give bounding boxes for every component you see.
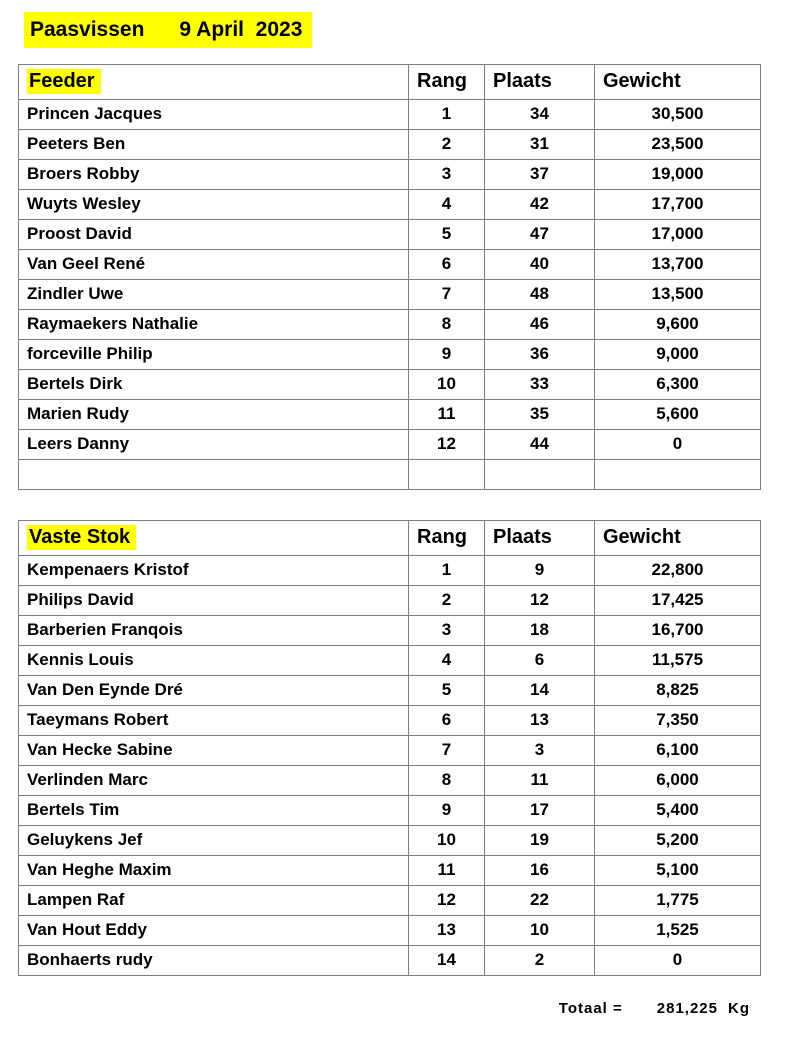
rang-cell: 12 (409, 885, 485, 915)
rang-cell: 14 (409, 945, 485, 975)
gewicht-cell: 17,000 (595, 219, 761, 249)
rang-cell: 11 (409, 399, 485, 429)
angler-name-cell: Raymaekers Nathalie (19, 309, 409, 339)
table-row (19, 915, 761, 945)
feeder-table-spacer (19, 459, 761, 489)
column-header-rang: Rang (409, 520, 485, 555)
table-row (19, 615, 761, 645)
gewicht-cell: 8,825 (595, 675, 761, 705)
table-row (19, 765, 761, 795)
vaste-stok-section-header (19, 520, 409, 555)
angler-name-cell: Lampen Raf (19, 885, 409, 915)
table-row (19, 645, 761, 675)
feeder-section-title: Feeder (27, 69, 101, 94)
rang-cell: 12 (409, 429, 485, 459)
angler-name-cell: Van Geel René (19, 249, 409, 279)
table-row (19, 309, 761, 339)
gewicht-cell: 5,200 (595, 825, 761, 855)
vaste-stok-table (18, 520, 761, 976)
table-row (19, 585, 761, 615)
rang-cell: 10 (409, 825, 485, 855)
empty-cell (485, 459, 595, 489)
rang-cell: 8 (409, 765, 485, 795)
rang-cell: 13 (409, 915, 485, 945)
rang-cell: 1 (409, 555, 485, 585)
plaats-cell: 13 (485, 705, 595, 735)
angler-name-cell: Bertels Dirk (19, 369, 409, 399)
plaats-cell: 16 (485, 855, 595, 885)
empty-cell (595, 459, 761, 489)
column-header-plaats: Plaats (485, 520, 595, 555)
angler-name-cell: Van Hecke Sabine (19, 735, 409, 765)
table-row (19, 99, 761, 129)
plaats-cell: 19 (485, 825, 595, 855)
angler-name-cell: Taeymans Robert (19, 705, 409, 735)
angler-name-cell: Broers Robby (19, 159, 409, 189)
gewicht-cell: 7,350 (595, 705, 761, 735)
plaats-cell: 3 (485, 735, 595, 765)
footer-total (18, 1000, 760, 1017)
angler-name-cell: Leers Danny (19, 429, 409, 459)
plaats-cell: 2 (485, 945, 595, 975)
table-row (19, 279, 761, 309)
plaats-cell: 10 (485, 915, 595, 945)
plaats-cell: 44 (485, 429, 595, 459)
plaats-cell: 6 (485, 645, 595, 675)
gewicht-cell: 6,100 (595, 735, 761, 765)
gewicht-cell: 0 (595, 429, 761, 459)
column-header-rang: Rang (409, 64, 485, 99)
rang-cell: 3 (409, 159, 485, 189)
gewicht-cell: 0 (595, 945, 761, 975)
rang-cell: 7 (409, 735, 485, 765)
column-header-gewicht: Gewicht (595, 520, 761, 555)
table-row (19, 339, 761, 369)
rang-cell: 6 (409, 249, 485, 279)
vaste-stok-table-body (19, 555, 761, 975)
gewicht-cell: 17,700 (595, 189, 761, 219)
angler-name-cell: Peeters Ben (19, 129, 409, 159)
total-unit: Kg (728, 999, 750, 1017)
plaats-cell: 37 (485, 159, 595, 189)
rang-cell: 1 (409, 99, 485, 129)
angler-name-cell: Princen Jacques (19, 99, 409, 129)
title-wrap (18, 8, 779, 50)
column-header-gewicht: Gewicht (595, 64, 761, 99)
gewicht-cell: 11,575 (595, 645, 761, 675)
rang-cell: 4 (409, 645, 485, 675)
gewicht-cell: 16,700 (595, 615, 761, 645)
plaats-cell: 36 (485, 339, 595, 369)
angler-name-cell: Zindler Uwe (19, 279, 409, 309)
empty-cell (409, 459, 485, 489)
rang-cell: 2 (409, 585, 485, 615)
total-label: Totaal = (558, 999, 623, 1017)
gewicht-cell: 5,600 (595, 399, 761, 429)
plaats-cell: 47 (485, 219, 595, 249)
table-row (19, 369, 761, 399)
table-row (19, 555, 761, 585)
gewicht-cell: 13,500 (595, 279, 761, 309)
gewicht-cell: 19,000 (595, 159, 761, 189)
gewicht-cell: 13,700 (595, 249, 761, 279)
angler-name-cell: Kempenaers Kristof (19, 555, 409, 585)
angler-name-cell: Van Heghe Maxim (19, 855, 409, 885)
table-row (19, 825, 761, 855)
total-value: 281,225 (656, 999, 718, 1017)
gewicht-cell: 30,500 (595, 99, 761, 129)
plaats-cell: 42 (485, 189, 595, 219)
table-row (19, 855, 761, 885)
plaats-cell: 12 (485, 585, 595, 615)
gewicht-cell: 6,300 (595, 369, 761, 399)
gewicht-cell: 9,000 (595, 339, 761, 369)
vaste-stok-header-row (19, 520, 761, 555)
gewicht-cell: 1,525 (595, 915, 761, 945)
angler-name-cell: Marien Rudy (19, 399, 409, 429)
table-row (19, 735, 761, 765)
plaats-cell: 18 (485, 615, 595, 645)
angler-name-cell: Geluykens Jef (19, 825, 409, 855)
angler-name-cell: Wuyts Wesley (19, 189, 409, 219)
table-row (19, 705, 761, 735)
gewicht-cell: 9,600 (595, 309, 761, 339)
rang-cell: 11 (409, 855, 485, 885)
vaste-stok-section-title: Vaste Stok (27, 525, 136, 550)
rang-cell: 9 (409, 795, 485, 825)
rang-cell: 2 (409, 129, 485, 159)
table-row (19, 795, 761, 825)
plaats-cell: 22 (485, 885, 595, 915)
table-row (19, 129, 761, 159)
feeder-header-row (19, 64, 761, 99)
plaats-cell: 31 (485, 129, 595, 159)
plaats-cell: 48 (485, 279, 595, 309)
rang-cell: 6 (409, 705, 485, 735)
angler-name-cell: Philips David (19, 585, 409, 615)
angler-name-cell: Van Den Eynde Dré (19, 675, 409, 705)
plaats-cell: 46 (485, 309, 595, 339)
plaats-cell: 11 (485, 765, 595, 795)
feeder-table-body (19, 99, 761, 459)
table-row (19, 675, 761, 705)
rang-cell: 5 (409, 219, 485, 249)
rang-cell: 10 (409, 369, 485, 399)
angler-name-cell: Barberien Franqois (19, 615, 409, 645)
rang-cell: 7 (409, 279, 485, 309)
plaats-cell: 9 (485, 555, 595, 585)
table-row (19, 159, 761, 189)
rang-cell: 5 (409, 675, 485, 705)
plaats-cell: 34 (485, 99, 595, 129)
table-row (19, 885, 761, 915)
feeder-table (18, 64, 761, 490)
angler-name-cell: Proost David (19, 219, 409, 249)
plaats-cell: 40 (485, 249, 595, 279)
gewicht-cell: 22,800 (595, 555, 761, 585)
gewicht-cell: 5,400 (595, 795, 761, 825)
column-header-plaats: Plaats (485, 64, 595, 99)
table-row (19, 429, 761, 459)
angler-name-cell: forceville Philip (19, 339, 409, 369)
feeder-section-header (19, 64, 409, 99)
gewicht-cell: 1,775 (595, 885, 761, 915)
table-row (19, 189, 761, 219)
table-row (19, 945, 761, 975)
empty-cell (19, 459, 409, 489)
angler-name-cell: Van Hout Eddy (19, 915, 409, 945)
plaats-cell: 35 (485, 399, 595, 429)
table-row (19, 399, 761, 429)
rang-cell: 9 (409, 339, 485, 369)
angler-name-cell: Bonhaerts rudy (19, 945, 409, 975)
angler-name-cell: Bertels Tim (19, 795, 409, 825)
gewicht-cell: 17,425 (595, 585, 761, 615)
angler-name-cell: Verlinden Marc (19, 765, 409, 795)
gewicht-cell: 23,500 (595, 129, 761, 159)
gewicht-cell: 5,100 (595, 855, 761, 885)
page-title: Paasvissen 9 April 2023 (24, 12, 312, 48)
rang-cell: 8 (409, 309, 485, 339)
plaats-cell: 14 (485, 675, 595, 705)
rang-cell: 4 (409, 189, 485, 219)
empty-row (19, 459, 761, 489)
angler-name-cell: Kennis Louis (19, 645, 409, 675)
plaats-cell: 33 (485, 369, 595, 399)
table-row (19, 219, 761, 249)
gewicht-cell: 6,000 (595, 765, 761, 795)
table-row (19, 249, 761, 279)
plaats-cell: 17 (485, 795, 595, 825)
rang-cell: 3 (409, 615, 485, 645)
